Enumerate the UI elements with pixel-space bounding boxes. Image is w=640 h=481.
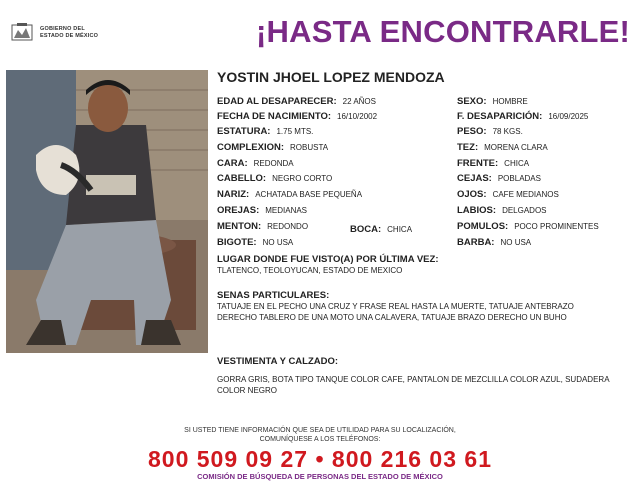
field-peso bbox=[457, 126, 523, 137]
field-fecha-desaparicion-label: F. DESAPARICIÓN: bbox=[457, 111, 543, 122]
field-boca-label: BOCA: bbox=[350, 224, 382, 235]
field-peso-label: PESO: bbox=[457, 126, 487, 137]
last-seen-label: LUGAR DONDE FUE VISTO(A) POR ÚLTIMA VEZ: bbox=[217, 254, 439, 265]
distinguishing-marks-text: TATUAJE EN EL PECHO UNA CRUZ Y FRASE REAL HASTA LA MUERTE, TATUAJE ANTEBRAZO DERECHO TABLERO DE UNA MOTO UNA CALAVERA, TATUAJE BRAZO DERECHO UN BUHO bbox=[217, 302, 574, 322]
field-estatura-value: 1.75 MTS. bbox=[276, 127, 314, 136]
field-edad-value: 22 AÑOS bbox=[342, 97, 376, 106]
last-seen-text: TLATENCO, TEOLOYUCAN, ESTADO DE MEXICO bbox=[217, 266, 403, 275]
field-pomulos-label: POMULOS: bbox=[457, 221, 509, 232]
field-boca bbox=[350, 224, 412, 235]
field-labios bbox=[457, 205, 547, 216]
field-fecha-desaparicion bbox=[457, 111, 588, 122]
field-bigote-label: BIGOTE: bbox=[217, 237, 257, 248]
field-orejas-label: OREJAS: bbox=[217, 205, 260, 216]
field-menton bbox=[217, 221, 308, 232]
field-barba bbox=[457, 237, 531, 248]
field-frente-value: CHICA bbox=[504, 159, 530, 168]
field-cara bbox=[217, 158, 294, 169]
field-ojos-value: CAFE MEDIANOS bbox=[492, 190, 559, 199]
field-cejas-value: POBLADAS bbox=[497, 174, 541, 183]
field-cabello bbox=[217, 173, 332, 184]
field-tez bbox=[457, 142, 548, 153]
gov-name bbox=[40, 26, 98, 39]
field-complexion bbox=[217, 142, 328, 153]
field-nariz-value: ACHATADA BASE PEQUEÑA bbox=[255, 190, 363, 199]
field-orejas-value: MEDIANAS bbox=[265, 206, 308, 215]
field-tez-label: TEZ: bbox=[457, 142, 479, 153]
field-pomulos-value: POCO PROMINENTES bbox=[514, 222, 599, 231]
field-bigote bbox=[217, 237, 293, 248]
field-ojos-label: OJOS: bbox=[457, 189, 487, 200]
field-edad bbox=[217, 96, 376, 107]
gov-line-1: GOBIERNO DEL bbox=[40, 26, 85, 32]
person-name: YOSTIN JHOEL LOPEZ MENDOZA bbox=[217, 69, 445, 85]
field-complexion-label: COMPLEXION: bbox=[217, 142, 285, 153]
field-fecha-nacimiento-value: 16/10/2002 bbox=[337, 112, 378, 121]
field-labios-label: LABIOS: bbox=[457, 205, 497, 216]
clothing-label: VESTIMENTA Y CALZADO: bbox=[217, 356, 339, 367]
field-cara-label: CARA: bbox=[217, 158, 248, 169]
field-cejas-label: CEJAS: bbox=[457, 173, 492, 184]
field-sexo bbox=[457, 96, 528, 107]
field-nariz bbox=[217, 189, 362, 200]
commission-name: COMISIÓN DE BÚSQUEDA DE PERSONAS DEL ESTADO DE MÉXICO bbox=[197, 472, 443, 481]
field-sexo-value: HOMBRE bbox=[492, 97, 528, 106]
field-cejas bbox=[457, 173, 541, 184]
field-menton-value: REDONDO bbox=[267, 222, 309, 231]
contact-line-2: COMUNÍQUESE A LOS TELÉFONOS: bbox=[259, 435, 381, 443]
field-barba-value: NO USA bbox=[500, 238, 532, 247]
field-cara-value: REDONDA bbox=[253, 159, 294, 168]
phone-numbers: 800 509 09 27 • 800 216 03 61 bbox=[147, 446, 492, 472]
field-labios-value: DELGADOS bbox=[502, 206, 547, 215]
field-edad-label: EDAD AL DESAPARECER: bbox=[217, 96, 337, 107]
field-fecha-nacimiento-label: FECHA DE NACIMIENTO: bbox=[217, 111, 331, 122]
field-tez-value: MORENA CLARA bbox=[484, 143, 548, 152]
field-pomulos bbox=[457, 221, 599, 232]
field-frente-label: FRENTE: bbox=[457, 158, 499, 169]
contact-instructions bbox=[0, 427, 640, 444]
field-ojos bbox=[457, 189, 559, 200]
field-fecha-desaparicion-value: 16/09/2025 bbox=[548, 112, 589, 121]
gov-line-2: ESTADO DE MÉXICO bbox=[40, 32, 99, 39]
distinguishing-marks-label: SENAS PARTICULARES: bbox=[217, 290, 330, 301]
field-orejas bbox=[217, 205, 307, 216]
field-barba-label: BARBA: bbox=[457, 237, 495, 248]
field-peso-value: 78 KGS. bbox=[492, 127, 523, 136]
field-frente bbox=[457, 158, 529, 169]
field-boca-value: CHICA bbox=[387, 225, 413, 234]
field-fecha-nacimiento bbox=[217, 111, 377, 122]
field-complexion-value: ROBUSTA bbox=[290, 143, 329, 152]
field-bigote-value: NO USA bbox=[262, 238, 294, 247]
field-estatura-label: ESTATURA: bbox=[217, 126, 271, 137]
field-sexo-label: SEXO: bbox=[457, 96, 487, 107]
coat-of-arms-icon bbox=[12, 23, 32, 40]
contact-line-1: SI USTED TIENE INFORMACIÓN QUE SEA DE UTILIDAD PARA SU LOCALIZACIÓN, bbox=[184, 427, 456, 434]
field-cabello-label: CABELLO: bbox=[217, 173, 267, 184]
headline: ¡HASTA ENCONTRARLE! bbox=[256, 14, 631, 49]
field-nariz-label: NARIZ: bbox=[217, 189, 250, 200]
field-estatura bbox=[217, 126, 313, 137]
clothing-text: GORRA GRIS, BOTA TIPO TANQUE COLOR CAFE, PANTALON DE MEZCLILLA COLOR AZUL, SUDADERA COLOR NEGRO bbox=[217, 375, 610, 395]
field-cabello-value: NEGRO CORTO bbox=[272, 174, 333, 183]
field-menton-label: MENTON: bbox=[217, 221, 262, 232]
missing-person-photo bbox=[6, 70, 208, 353]
